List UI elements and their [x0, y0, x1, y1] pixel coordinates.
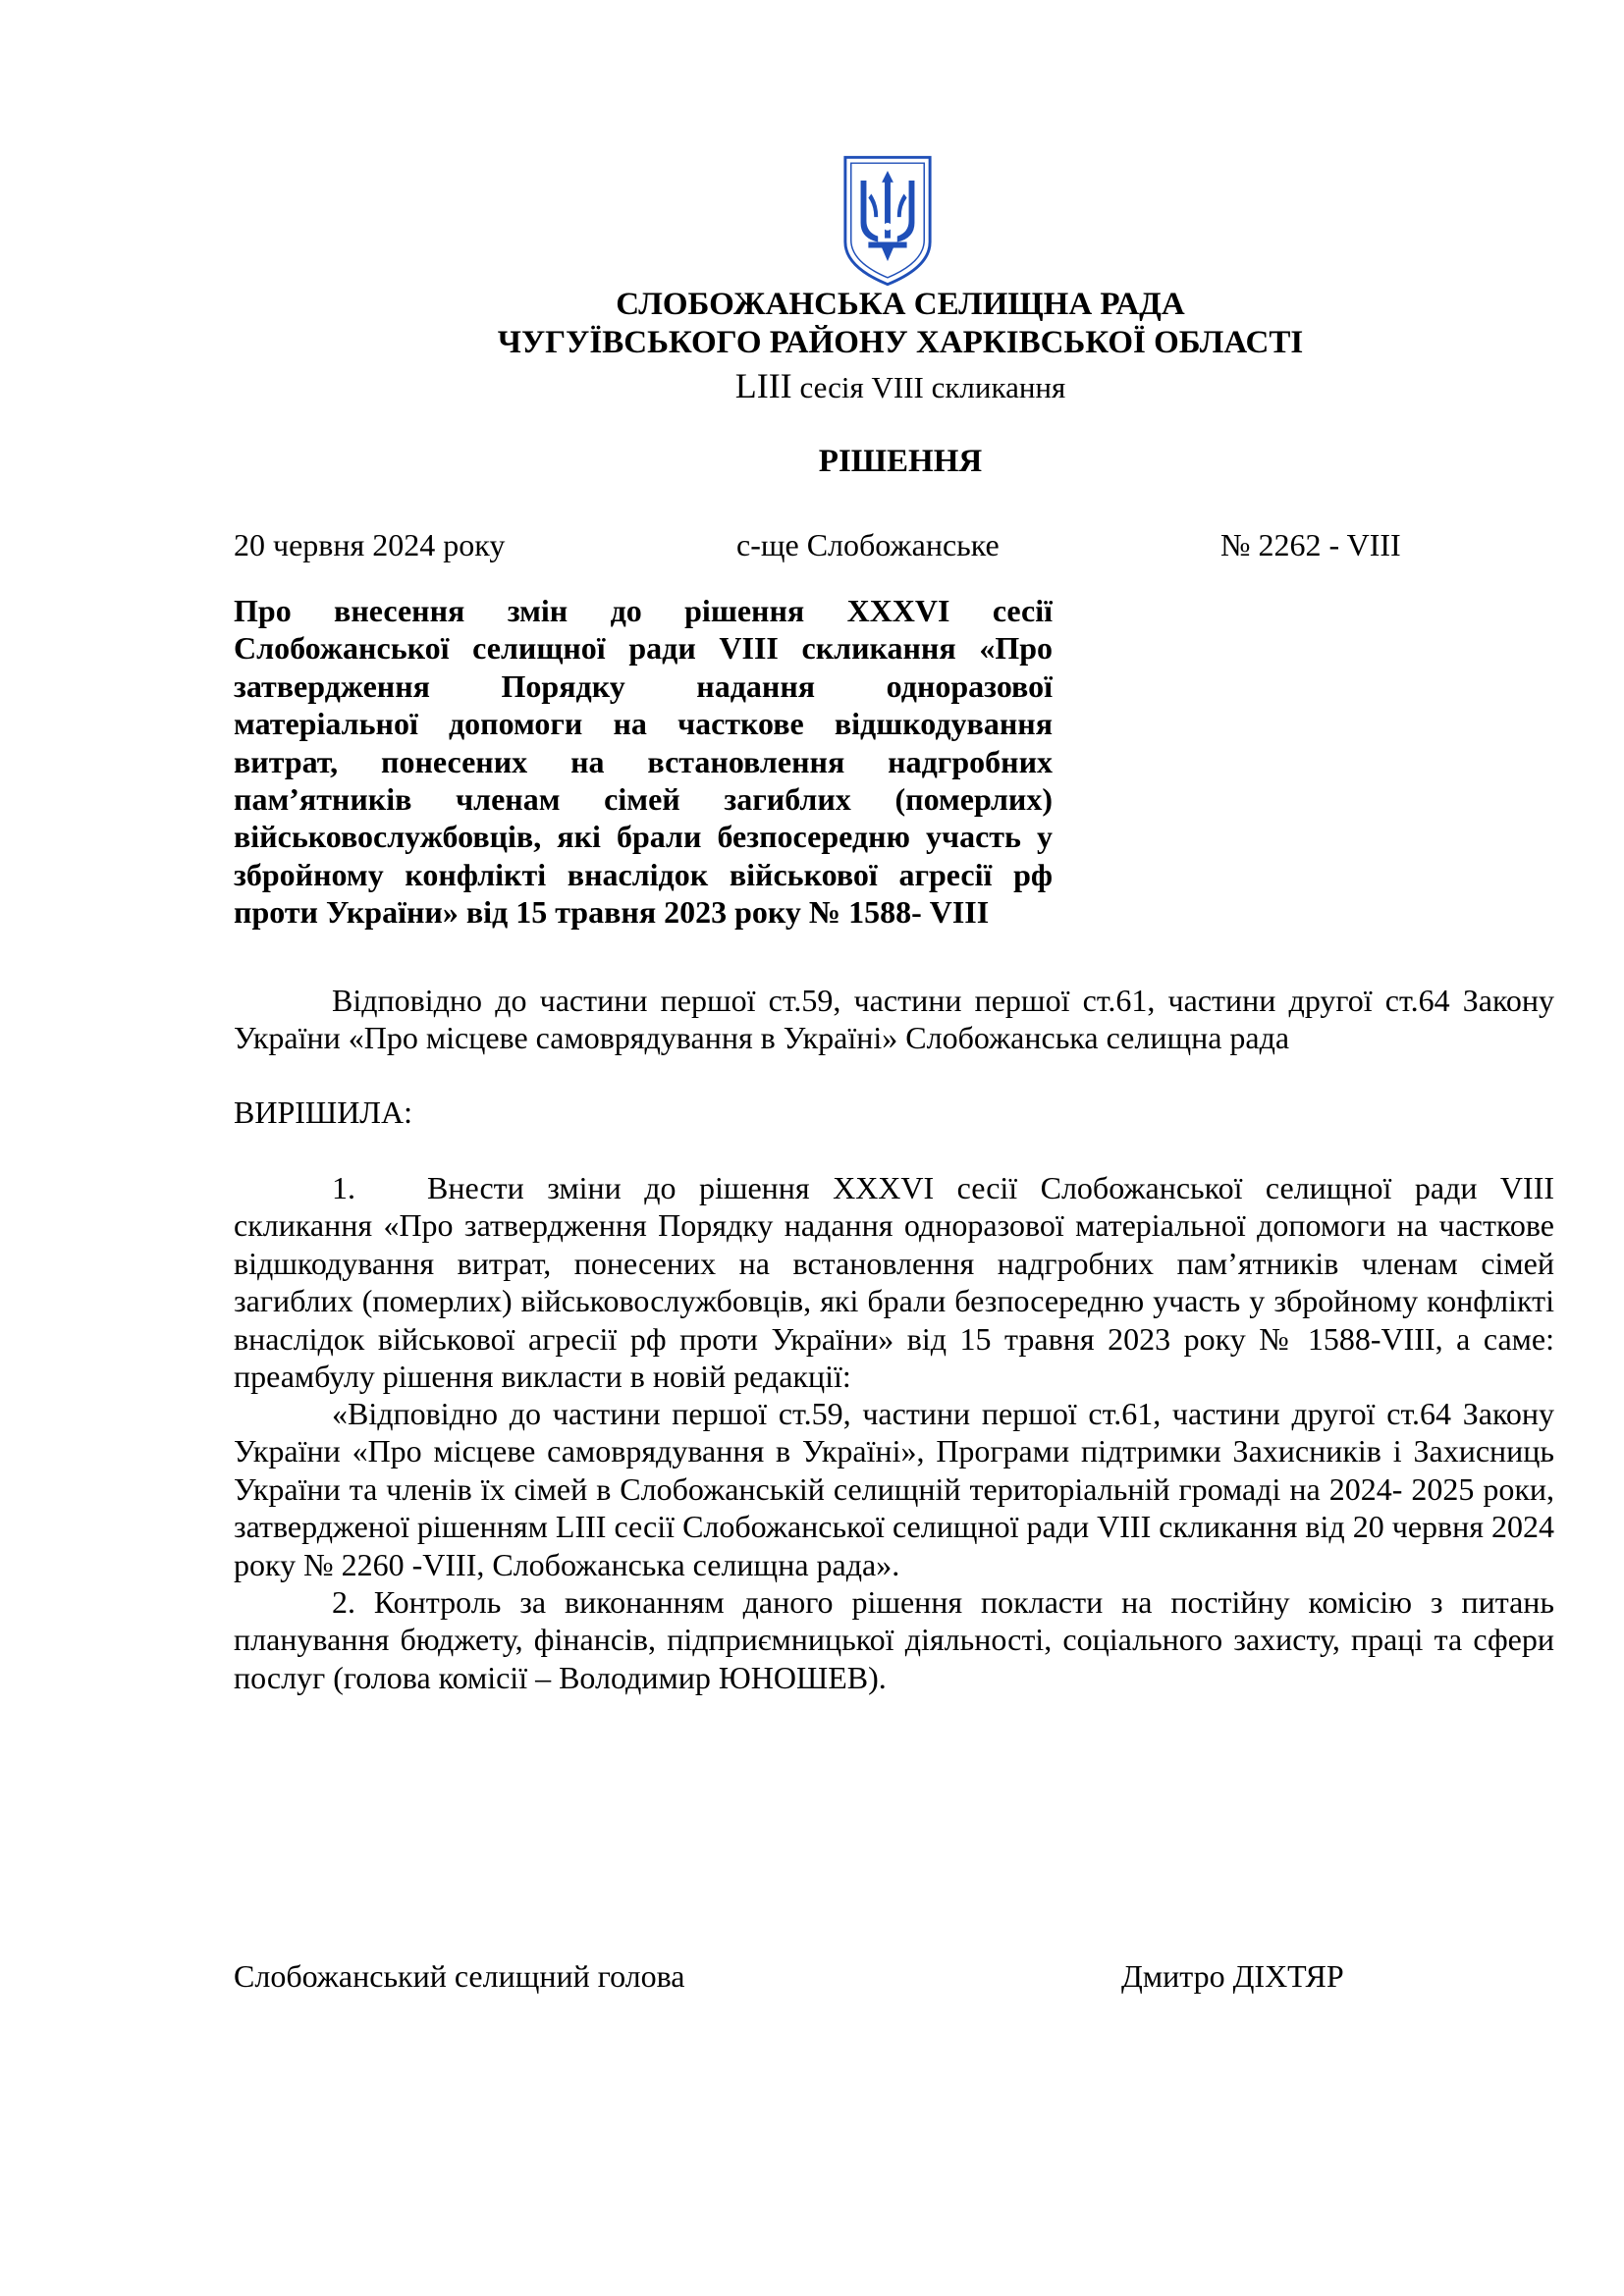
subject-line: збройному конфлікті внаслідок військової агресії рф [234, 856, 1053, 892]
coat-of-arms-of-ukraine-icon [839, 152, 936, 290]
council-district: ЧУГУЇВСЬКОГО РАЙОНУ ХАРКІВСЬКОЇ ОБЛАСТІ [497, 325, 1304, 360]
signatory-name: Дмитро ДІХТЯР [1121, 1958, 1344, 1994]
decision-number: № 2262 - VIII [1220, 527, 1401, 562]
decision-place: с-ще Слобожанське [736, 527, 1000, 562]
subject-line: матеріальної допомоги на часткове відшкодування [234, 706, 1053, 742]
item-1-number: 1. [332, 1170, 355, 1205]
decision-date: 20 червня 2024 року [234, 527, 506, 562]
item-2-paragraph: 2. Контроль за виконанням даного рішення покласти на постійну комісію з питань планування бюджету, фінансів, підприємницької діяльності, соціального захисту, праці та сфери послуг (голова комісії – Володимир ЮНОШЕВ). [234, 1584, 1554, 1695]
resolved-heading: ВИРІШИЛА: [234, 1095, 412, 1130]
session-line [88, 365, 1624, 406]
subject-line: військовослужбовців, які брали безпосередню участь у [234, 819, 1053, 855]
subject-line: Слобожанської селищної ради VIII скликання «Про [234, 630, 1053, 667]
legal-basis-paragraph: Відповідно до частини першої ст.59, частини першої ст.61, частини другої ст.64 Закону України «Про місцеве самоврядування в Україні» Слобожанська селищна рада [234, 983, 1554, 1056]
new-preamble-quote: «Відповідно до частини першої ст.59, частини першої ст.61, частини другої ст.64 Закону України «Про місцеве самоврядування в Україні», Програми підтримки Захисників і Захисниць України та членів їх сімей в Слобожанській селищній територіальній громаді на 2024- 2025 роки, затвердженої рішенням LIII сесії Слобожанської селищної ради VIII скликання від 20 червня 2024 року № 2260 -VIII, Слобожанська селищна рада». [234, 1396, 1554, 1582]
decision-subject [234, 592, 1053, 932]
signatory-position: Слобожанський селищний голова [234, 1958, 685, 1994]
session-text: сесія VIII скликання [799, 370, 1066, 404]
session-roman: LIII [734, 366, 792, 405]
item-1-paragraph [234, 1169, 1554, 1395]
document-type-title: РІШЕННЯ [818, 444, 983, 479]
subject-line: проти України» від 15 травня 2023 року № 1588- VIII [234, 894, 990, 931]
subject-line: витрат, понесених на встановлення надгробних [234, 743, 1053, 779]
subject-line: пам’ятників членам сімей загиблих (померлих) [234, 781, 1053, 818]
council-name: СЛОБОЖАНСЬКА СЕЛИЩНА РАДА [616, 287, 1185, 322]
item-1-text: Внести зміни до рішення XXXVI сесії Слобожанської селищної ради VIII скликання «Про затвердження Порядку надання одноразової матеріальної допомоги на часткове відшкодування витрат, понесених на встановлення надгробних пам’ятників членам сімей загиблих (померлих) військовослужбовців, які брали безпосередню участь у збройному конфлікті внаслідок військової агресії рф проти України» від 15 травня 2023 року № 1588-VIII, а саме: преамбулу рішення викласти в новій редакції: [234, 1170, 1554, 1395]
subject-line: затвердження Порядку надання одноразової [234, 667, 1053, 704]
subject-line: Про внесення змін до рішення XXXVI сесії [234, 593, 1053, 628]
